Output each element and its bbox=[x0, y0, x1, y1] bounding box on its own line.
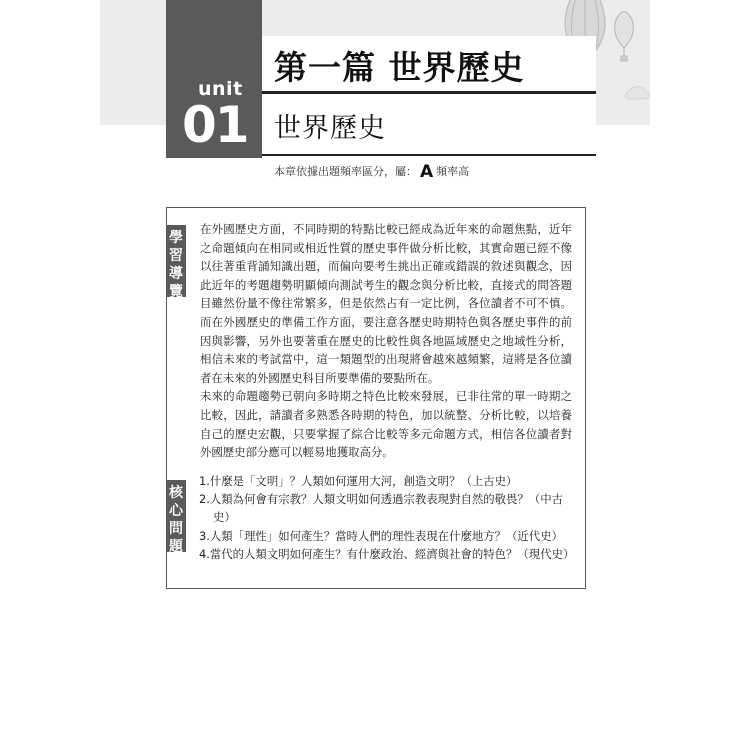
unit-number: 01 bbox=[182, 96, 248, 154]
core-questions-tag-char: 題 bbox=[169, 539, 183, 555]
core-question-item: 3.人類「理性」如何產生？當時人們的理性表現在什麼地方？（近代史） bbox=[199, 528, 563, 543]
chapter-divider bbox=[262, 154, 596, 156]
core-questions-tag bbox=[166, 480, 186, 555]
study-guide-tag-char: 學 bbox=[169, 230, 183, 246]
unit-label: unit bbox=[198, 78, 243, 100]
study-guide-paragraph: 在外國歷史方面，不同時期的特點比較已經成為近年來的命題焦點，近年之命題傾向在相同或相近性質的歷史事件做分析比較，其實命題已經不像以往著重背誦知識出題，而偏向要考生挑出正確或錯誤的敘述與觀念，因此近年的考題趨勢明顯傾向測試考生的觀念與分析比較，直接式的問答題目雖然份量不像往常繁多，但是依然占有一定比例，各位讀者不可不慎。而在外國歷史的準備工作方面，要注意各歷史時期特色與各歷史事件的前因與影響，另外也要著重在歷史的比較性與各地區域歷史之地域性分析，相信未來的考試當中，這一類題型的出現將會越來越頻繁，這將是各位讀者在未來的外國歷史科目所要準備的要點所在。 bbox=[200, 222, 572, 385]
part-title: 第一篇 世界歷史 bbox=[274, 48, 525, 87]
chapter-title: 世界歷史 bbox=[274, 113, 386, 144]
study-guide-paragraph: 未來的命題趨勢已朝向多時期之特色比較來發展，已非往常的單一時期之比較，因此，請讀者多熟悉各時期的特色，加以統整、分析比較，以培養自己的歷史宏觀，只要掌握了綜合比較等多元命題方式，相信各位讀者對外國歷史部分應可以輕易地獲取高分。 bbox=[200, 389, 572, 460]
frequency-note bbox=[274, 162, 469, 182]
study-guide-tag-char: 覽 bbox=[169, 284, 183, 300]
core-questions-tag-char: 問 bbox=[169, 521, 183, 537]
frequency-prefix: 本章依據出題頻率區分，屬： bbox=[274, 165, 417, 178]
study-guide-tag-char: 習 bbox=[169, 248, 183, 264]
frequency-suffix: 頻率高 bbox=[436, 165, 470, 178]
core-questions-list bbox=[199, 472, 574, 563]
study-guide-tag-char: 導 bbox=[169, 266, 183, 282]
core-questions-tag-char: 核 bbox=[169, 485, 183, 501]
frequency-grade: A bbox=[420, 162, 434, 182]
core-question-item: 4.當代的人類文明如何產生？有什麼政治、經濟與社會的特色？（現代史） bbox=[199, 546, 575, 561]
core-question-item: 1.什麼是「文明」？人類如何運用大河，創造文明？（上古史） bbox=[199, 474, 518, 488]
core-question-item: 2.人類為何會有宗教？人類文明如何透過宗教表現對自然的敬畏？（中古史） bbox=[199, 492, 563, 525]
core-questions-tag-char: 心 bbox=[169, 503, 183, 519]
study-guide-tag bbox=[166, 225, 186, 300]
study-guide-text bbox=[200, 220, 572, 462]
